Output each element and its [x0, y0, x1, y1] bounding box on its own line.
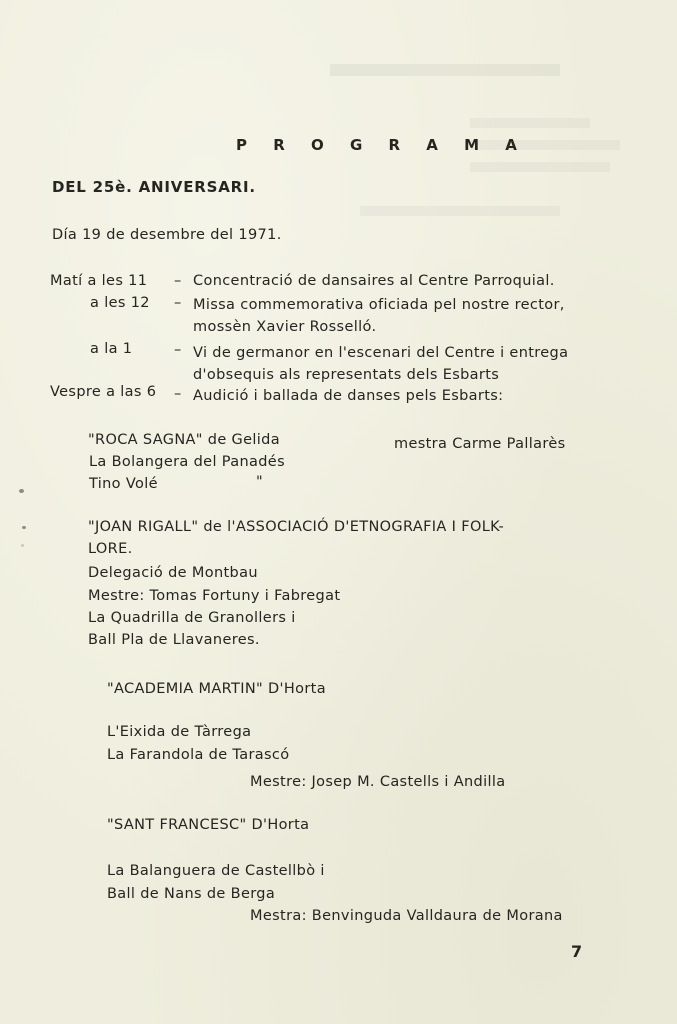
group-name: "JOAN RIGALL" de l'ASSOCIACIÓ D'ETNOGRAFIA I FOLK-	[88, 519, 505, 535]
schedule-dash: –	[174, 273, 182, 289]
bleed-through-line	[470, 118, 590, 128]
schedule-text: Missa commemorativa oficiada pel nostre rector,	[193, 297, 565, 313]
dance-name: Ball Pla de Llavaneres.	[88, 632, 260, 648]
schedule-text: mossèn Xavier Rosselló.	[193, 319, 377, 335]
group-name-continued: LORE.	[88, 541, 133, 557]
date-line: Día 19 de desembre del 1971.	[52, 227, 282, 243]
group-delegation: Delegació de Montbau	[88, 565, 258, 581]
dance-name: Tino Volé	[89, 476, 158, 492]
dance-name: L'Eixida de Tàrrega	[107, 724, 252, 740]
ditto-mark: "	[256, 474, 264, 490]
bleed-through-line	[360, 206, 560, 216]
group-name: "ACADEMIA MARTIN" D'Horta	[107, 681, 326, 697]
anniversary-subtitle: DEL 25è. ANIVERSARI.	[52, 178, 256, 196]
schedule-dash: –	[174, 342, 182, 358]
ink-speck	[19, 489, 24, 493]
schedule-text: Audició i ballada de danses pels Esbarts:	[193, 388, 504, 404]
page-number: 7	[571, 942, 583, 961]
group-name: "SANT FRANCESC" D'Horta	[107, 817, 310, 833]
schedule-time: Matí a les 11	[50, 273, 148, 289]
schedule-time: a la 1	[90, 341, 133, 357]
dance-name: Ball de Nans de Berga	[107, 886, 276, 902]
schedule-dash: –	[174, 295, 182, 311]
page-title: P R O G R A M A	[236, 136, 528, 154]
group-teacher: Mestre: Josep M. Castells i Andilla	[250, 774, 506, 790]
schedule-text: Concentració de dansaires al Centre Parroquial.	[193, 273, 555, 289]
schedule-dash: –	[174, 386, 182, 402]
schedule-text: Vi de germanor en l'escenari del Centre i entrega	[193, 345, 569, 361]
schedule-text: d'obsequis als representats dels Esbarts	[193, 367, 500, 383]
group-teacher: Mestra: Benvinguda Valldaura de Morana	[250, 908, 563, 924]
dance-name: La Bolangera del Panadés	[89, 454, 285, 470]
dance-name: La Quadrilla de Granollers i	[88, 610, 296, 626]
group-teacher: Mestre: Tomas Fortuny i Fabregat	[88, 588, 341, 604]
ink-speck	[21, 544, 24, 547]
group-name: "ROCA SAGNA" de Gelida	[88, 432, 280, 448]
ink-speck	[22, 526, 26, 529]
bleed-through-line	[330, 64, 560, 76]
group-teacher: mestra Carme Pallarès	[394, 436, 566, 452]
schedule-time: Vespre a las 6	[50, 384, 157, 400]
dance-name: La Balanguera de Castellbò i	[107, 863, 325, 879]
dance-name: La Farandola de Tarascó	[107, 747, 290, 763]
bleed-through-line	[470, 162, 610, 172]
schedule-time: a les 12	[90, 295, 150, 311]
